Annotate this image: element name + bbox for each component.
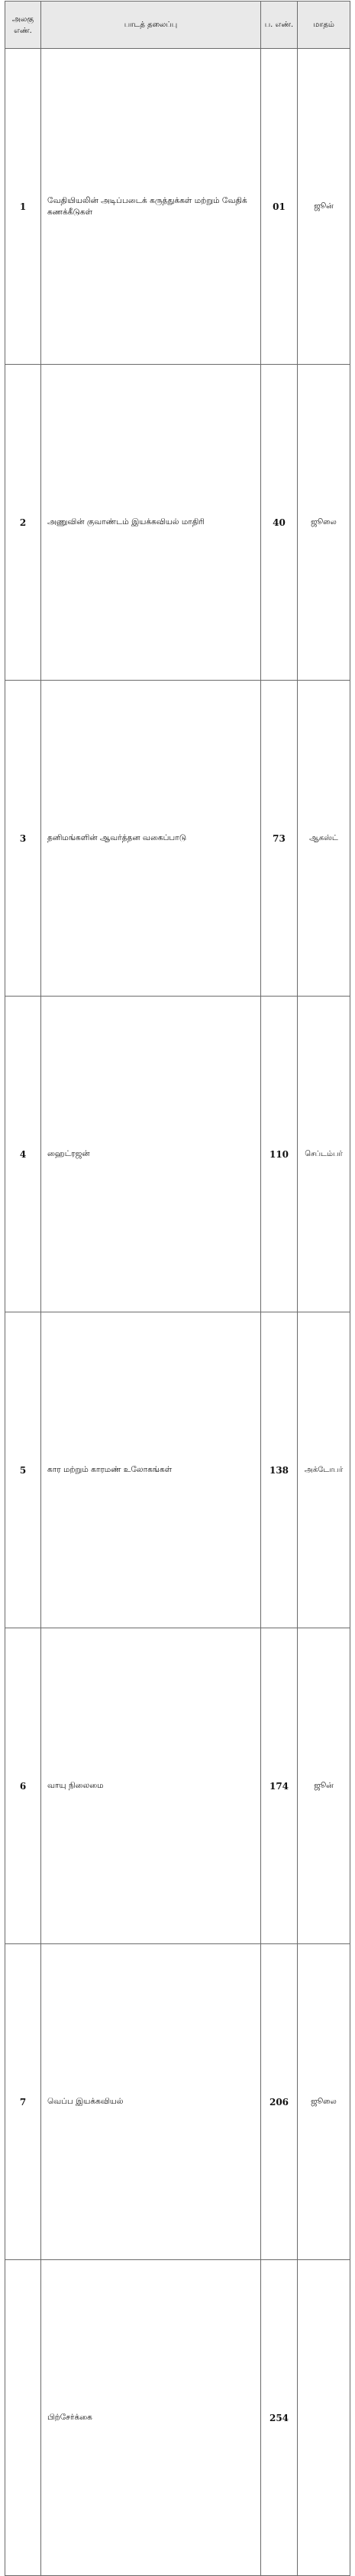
page-number: 206 xyxy=(261,1944,298,2260)
lesson-title: பிற்சேர்க்கை xyxy=(41,2260,261,2576)
table-row xyxy=(5,49,350,365)
header-month: மாதம் xyxy=(298,2,350,49)
unit-number: 1 xyxy=(5,49,41,365)
page-number: 138 xyxy=(261,1312,298,1628)
unit-number: 7 xyxy=(5,1944,41,2260)
header-unit-number: அலகு எண். xyxy=(5,2,41,49)
month: ஆகஸ்ட் xyxy=(298,681,350,997)
lesson-title: வாயு நிலைமை xyxy=(41,1628,261,1944)
month xyxy=(298,2260,350,2576)
table-row xyxy=(5,1628,350,1944)
unit-number: 5 xyxy=(5,1312,41,1628)
month: ஜூலை xyxy=(298,1944,350,2260)
unit-number: 4 xyxy=(5,997,41,1312)
month: அக்டோபர் xyxy=(298,1312,350,1628)
page-number: 254 xyxy=(261,2260,298,2576)
lesson-title: தனிமங்களின் ஆவர்த்தன வகைப்பாடு xyxy=(41,681,261,997)
unit-number: 2 xyxy=(5,365,41,681)
lesson-title: ஹைட்ரஜன் xyxy=(41,997,261,1312)
header-page-number: ப. எண். xyxy=(261,2,298,49)
header-row xyxy=(5,2,350,49)
unit-number: 6 xyxy=(5,1628,41,1944)
lesson-title: வேதியியலின் அடிப்படைக் கருத்துக்கள் மற்றும் வேதிக் கணக்கீடுகள் xyxy=(41,49,261,365)
page-number: 73 xyxy=(261,681,298,997)
page-number: 40 xyxy=(261,365,298,681)
unit-number xyxy=(5,2260,41,2576)
table-row xyxy=(5,997,350,1312)
month: ஜூலை xyxy=(298,365,350,681)
table-row xyxy=(5,365,350,681)
lesson-title: வெப்ப இயக்கவியல் xyxy=(41,1944,261,2260)
page-number: 110 xyxy=(261,997,298,1312)
lesson-title: அணுவின் குவாண்டம் இயக்கவியல் மாதிரி xyxy=(41,365,261,681)
table-row xyxy=(5,1312,350,1628)
month: ஜூன் xyxy=(298,49,350,365)
unit-number: 3 xyxy=(5,681,41,997)
header-lesson-title: பாடத் தலைப்பு xyxy=(41,2,261,49)
contents-table xyxy=(5,1,350,2576)
table-row xyxy=(5,2260,350,2576)
page-number: 01 xyxy=(261,49,298,365)
table-row xyxy=(5,1944,350,2260)
month: செப்டம்பர் xyxy=(298,997,350,1312)
month: ஜூன் xyxy=(298,1628,350,1944)
table-row xyxy=(5,681,350,997)
page-number: 174 xyxy=(261,1628,298,1944)
lesson-title: கார மற்றும் காரமண் உலோகங்கள் xyxy=(41,1312,261,1628)
